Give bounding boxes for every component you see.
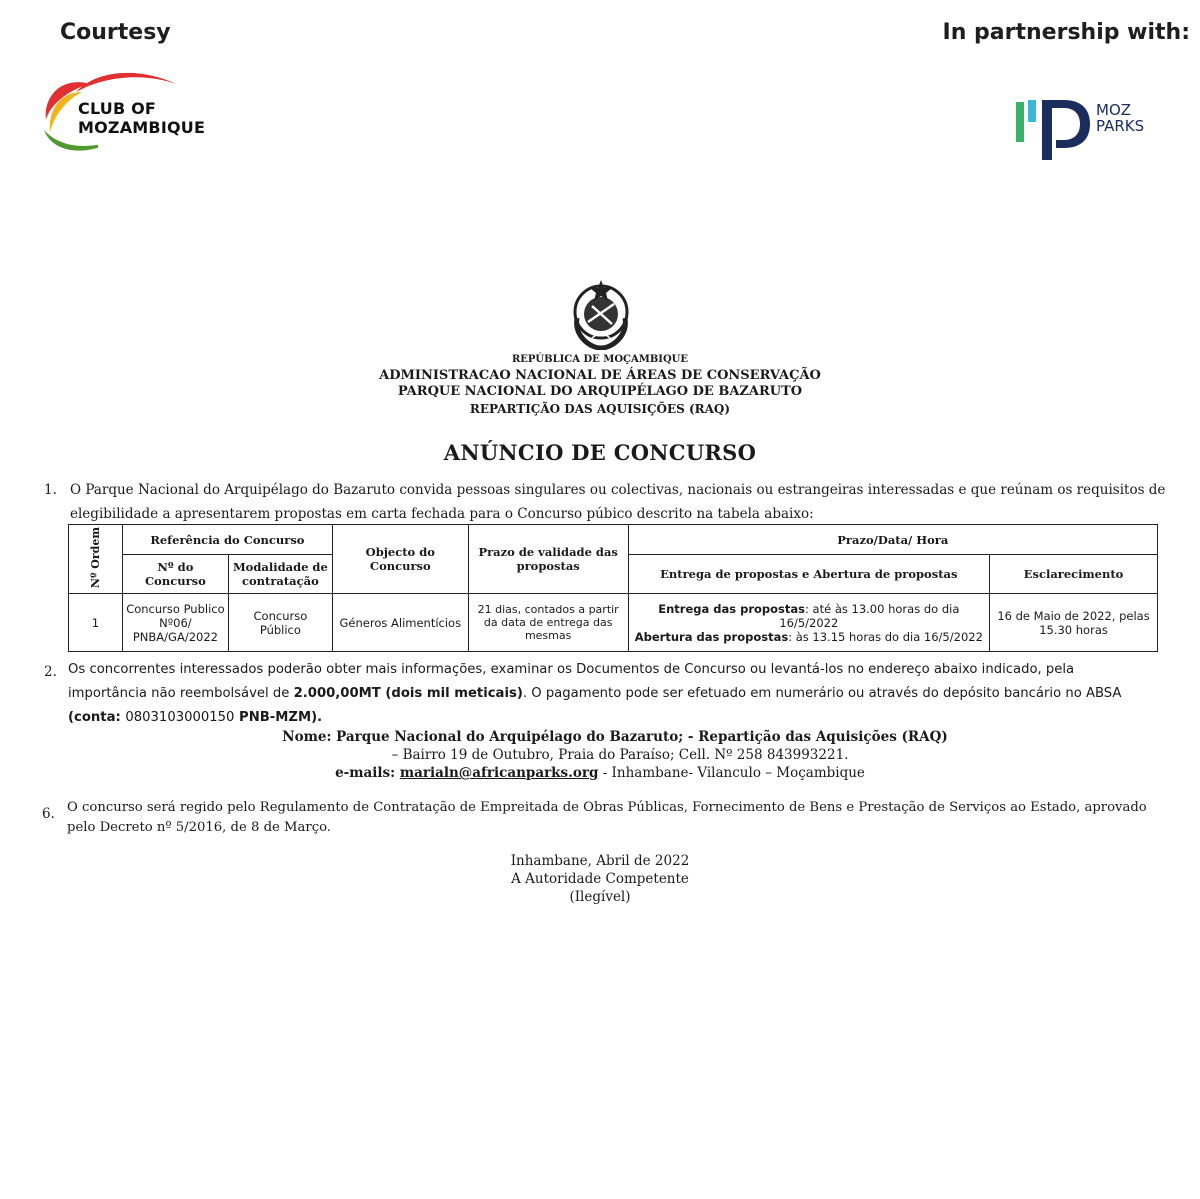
partnership-label: In partnership with: (942, 20, 1190, 45)
moz-logo-line2: PARKS (1096, 117, 1145, 135)
item2-line3-c: PNB-MZM). (234, 710, 323, 725)
header-object: Objecto do Concurso (332, 525, 468, 594)
contact-address-line: – Bairro 19 de Outubro, Praia do Paraíso; Cell. Nº 258 843993221. (391, 747, 849, 763)
item2-line2-a: importância não reembolsável de (68, 686, 294, 701)
moz-parks-logo (1012, 96, 1162, 166)
item1-paragraph (70, 478, 1166, 526)
document-title: ANÚNCIO DE CONCURSO (443, 440, 757, 465)
item2-number: 2. (44, 664, 57, 680)
item2-line3-a: (conta: (68, 710, 126, 725)
coat-of-arms-icon (568, 278, 634, 350)
opening-label: Abertura das propostas (634, 629, 789, 644)
item2-line1: Os concorrentes interessados poderão obter mais informações, examinar os Documentos de Concurso ou levantá-los no endereço abaixo indicado, pela (68, 662, 1075, 677)
signature-note: (Ilegível) (569, 889, 631, 905)
emails-label: e-mails: (335, 765, 400, 781)
item6-paragraph (67, 798, 1157, 838)
moz-logo-line1: MOZ (1096, 101, 1132, 119)
cell-validity: 21 dias, contados a partir da data de entrega das mesmas (468, 594, 628, 652)
department-heading: REPARTIÇÃO DAS AQUISIÇÕES (RAQ) (469, 402, 731, 416)
item1-number: 1. (44, 482, 57, 498)
club-of-mozambique-logo (38, 70, 208, 160)
cell-order: 1 (69, 594, 123, 652)
moz-parks-mark-icon (1012, 96, 1094, 164)
cell-clarification: 16 de Maio de 2022, pelas 15.30 horas (990, 594, 1158, 652)
courtesy-label: Courtesy (60, 20, 171, 45)
header-number: Nº do Concurso (122, 555, 228, 594)
item1-line1: O Parque Nacional do Arquipélago do Bazaruto convida pessoas singulares ou colectivas, nacionais ou estrangeiras interessadas e que reúnam os requisitos de (70, 482, 1166, 498)
contact-name-line: Nome: Parque Nacional do Arquipélago do Bazaruto; - Repartição das Aquisições (RAQ) (282, 729, 948, 745)
emails-tail: - Inhambane- Vilanculo – Moçambique (598, 765, 865, 781)
item2-line2 (68, 682, 1158, 706)
item6-number: 6. (42, 806, 55, 822)
item2-paragraph (68, 658, 1158, 730)
header-clarification: Esclarecimento (990, 555, 1158, 594)
header-delivery: Entrega de propostas e Abertura de propostas (628, 555, 989, 594)
email-link[interactable]: marialn@africanparks.org (399, 765, 599, 781)
opening-text: : às 13.15 horas do dia 16/5/2022 (788, 629, 983, 644)
item2-line3 (68, 706, 1158, 730)
cell-object: Géneros Alimentícios (332, 594, 468, 652)
cell-modality: Concurso Público (228, 594, 332, 652)
delivery-label: Entrega das propostas (658, 601, 805, 616)
header-reference: Referência do Concurso (122, 525, 332, 555)
header-modality: Modalidade de contratação (228, 555, 332, 594)
place-date: Inhambane, Abril de 2022 (510, 853, 690, 869)
item2-account: 0803103000150 (125, 710, 235, 725)
agency-heading: ADMINISTRACAO NACIONAL DE ÁREAS DE CONSERVAÇÃO (379, 368, 821, 383)
header-order-label: Nº Ordem (88, 527, 102, 589)
header-order (69, 525, 123, 594)
cell-number: Concurso Publico Nº06/ PNBA/GA/2022 (122, 594, 228, 652)
item2-line2-c: . O pagamento pode ser efetuado em numerário ou através do depósito bancário no ABSA (522, 686, 1122, 701)
tender-table (68, 524, 1158, 652)
contact-email-line (0, 764, 1200, 782)
item6-line1: O concurso será regido pelo Regulamento de Contratação de Empreitada de Obras Públicas, Fornecimento de Bens e Prestação de Serviços ao Estado, aprovado (67, 800, 1147, 815)
club-logo-line1: CLUB OF (78, 99, 157, 118)
republic-heading: REPÚBLICA DE MOÇAMBIQUE (511, 354, 689, 365)
club-logo-line2: MOZAMBIQUE (78, 118, 206, 137)
authority: A Autoridade Competente (511, 871, 689, 887)
header-deadline: Prazo/Data/ Hora (628, 525, 1157, 555)
park-heading: PARQUE NACIONAL DO ARQUIPÉLAGO DE BAZARUTO (397, 384, 803, 399)
item6-line2: pelo Decreto nº 5/2016, de 8 de Março. (67, 820, 331, 835)
club-red-arc-icon (68, 70, 178, 100)
table-row (69, 594, 1158, 652)
header-validity: Prazo de validade das propostas (468, 525, 628, 594)
item2-fee: 2.000,00MT (dois mil meticais) (293, 686, 523, 701)
delivery-text: : até às 13.00 horas do dia 16/5/2022 (779, 601, 960, 630)
item1-line2: elegibilidade a apresentarem propostas em carta fechada para o Concurso púbico descrito na tabela abaixo: (70, 506, 814, 522)
cell-delivery (628, 594, 989, 652)
